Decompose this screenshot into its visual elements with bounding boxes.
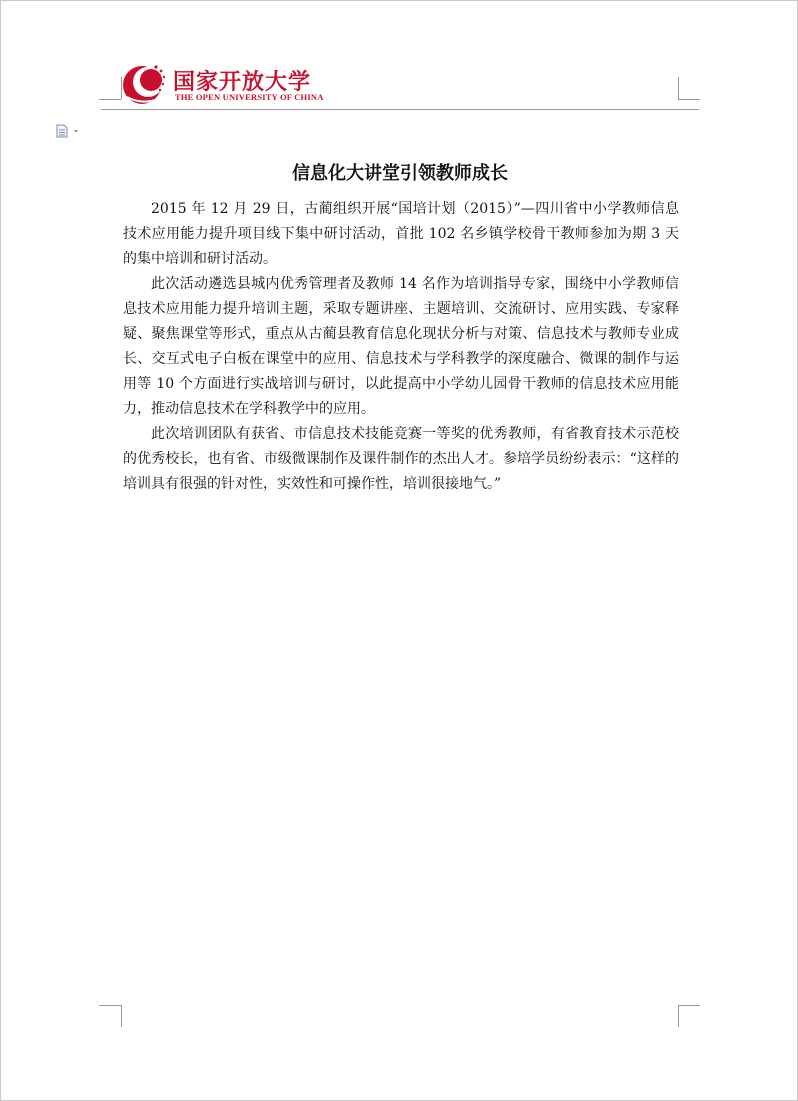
header-divider (101, 109, 699, 110)
crop-mark (99, 99, 121, 100)
crop-mark (678, 77, 679, 99)
paragraph: 此次活动遴选县城内优秀管理者及教师 14 名作为培训指导专家，围绕中小学教师信息技术应用能力提升培训主题，采取专题讲座、主题培训、交流研讨、应用实践、专家释疑、聚焦课堂等形式，重点从古蔺县教育信息化现状分析与对策、信息技术与教师专业成长、交互式电子白板在课堂中的应用、信息技术与学科教学的深度融合、微课的制作与运用等 10 个方面进行实战培训与研讨，以此提高中小学幼儿园骨干教师的信息技术应用能力，推动信息技术在学科教学中的应用。 (123, 276, 679, 417)
university-logo (121, 61, 324, 107)
crop-mark (678, 1005, 679, 1027)
crop-mark (121, 1005, 122, 1027)
chevron-down-icon (74, 130, 78, 133)
paste-options-button[interactable] (56, 123, 80, 137)
article-body (123, 197, 679, 497)
crop-mark (678, 1005, 700, 1006)
open-university-emblem-icon (121, 61, 167, 107)
paragraph: 2015 年 12 月 29 日，古蔺组织开展“国培计划（2015）”—四川省中小学教师信息技术应用能力提升项目线下集中研讨活动，首批 102 名乡镇学校骨干教师参加为期 3 天的集中培训和研讨活动。 (123, 201, 679, 267)
crop-mark (121, 77, 122, 99)
crop-mark (99, 1005, 121, 1006)
article-title: 信息化大讲堂引领教师成长 (292, 163, 508, 184)
paragraph: 此次培训团队有获省、市信息技术技能竞赛一等奖的优秀教师，有省教育技术示范校的优秀校长，也有省、市级微课制作及课件制作的杰出人才。参培学员纷纷表示：“这样的培训具有很强的针对性，实效性和可操作性，培训很接地气。” (123, 426, 679, 492)
crop-mark (678, 99, 700, 100)
logo-chinese-name: 国家开放大学 (173, 70, 312, 95)
document-icon (56, 124, 80, 138)
logo-english-name: THE OPEN UNIVERSITY OF CHINA (175, 92, 324, 102)
